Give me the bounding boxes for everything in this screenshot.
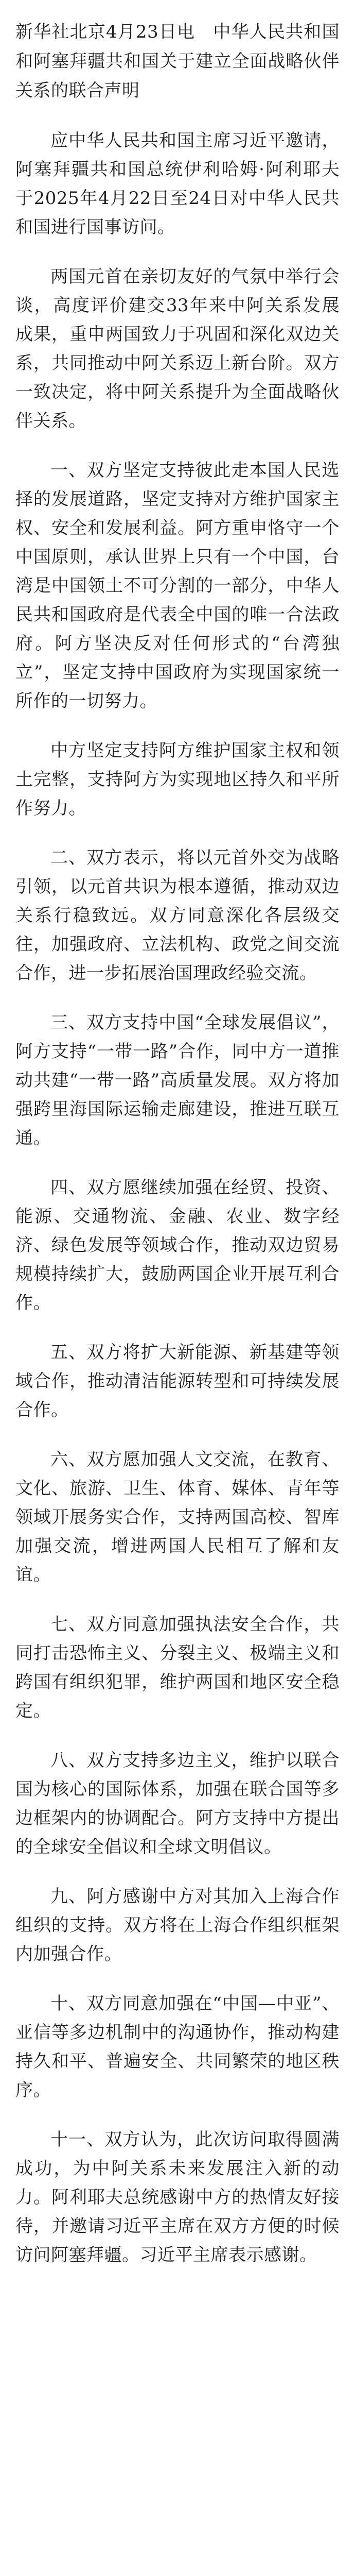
article-paragraph: 九、阿方感谢中方对其加入上海合作组织的支持。双方将在上海合作组织框架内加强合作。 [15,1886,340,1964]
article-paragraph: 四、双方愿继续加强在经贸、投资、能源、交通物流、金融、农业、数字经济、绿色发展等领域合作，推动双边贸易规模持续扩大，鼓励两国企业开展互利合作。 [15,1177,340,1313]
article-paragraph: 两国元首在亲切友好的气氛中举行会谈，高度评价建交33年来中阿关系发展成果，重申两国致力于巩固和深化双边关系，共同推动中阿关系迈上新台阶。双方一致决定，将中阿关系提升为全面战略伙伴关系。 [15,266,340,431]
article-paragraph: 十、双方同意加强在“中国—中亚”、亚信等多边机制中的沟通协作，推动构建持久和平、普遍安全、共同繁荣的地区秩序。 [15,1993,340,2100]
article-paragraph: 七、双方同意加强执法安全合作，共同打击恐怖主义、分裂主义、极端主义和跨国有组织犯罪，维护两国和地区安全稳定。 [15,1614,340,1721]
article-paragraph: 三、双方支持中国“全球发展倡议”，阿方支持“一带一路”合作，同中方一道推动共建“一带一路”高质量发展。双方将加强跨里海国际运输走廊建设，推进互联互通。 [15,1012,340,1148]
article-paragraph: 应中华人民共和国主席习近平邀请，阿塞拜疆共和国总统伊利哈姆·阿利耶夫于2025年4月22日至24日对中华人民共和国进行国事访问。 [15,130,340,238]
article-paragraph: 中方坚定支持阿方维护国家主权和领土完整，支持阿方为实现地区持久和平所作努力。 [15,740,340,819]
article-paragraph: 十一、双方认为，此次访问取得圆满成功，为中阿关系未来发展注入新的动力。阿利耶夫总统感谢中方的热情友好接待，并邀请习近平主席在双方方便的时候访问阿塞拜疆。习近平主席表示感谢。 [15,2129,340,2265]
article-paragraph: 一、双方坚定支持彼此走本国人民选择的发展道路，坚定支持对方维护国家主权、安全和发展利益。阿方重申恪守一个中国原则，承认世界上只有一个中国，台湾是中国领土不可分割的一部分，中华人民共和国政府是代表全中国的唯一合法政府。阿方坚决反对任何形式的“台湾独立”，坚定支持中国政府为实现国家统一所作的一切努力。 [15,460,340,711]
article-paragraph: 八、双方支持多边主义，维护以联合国为核心的国际体系，加强在联合国等多边框架内的协调配合。阿方支持中方提出的全球安全倡议和全球文明倡议。 [15,1750,340,1857]
article-paragraph: 五、双方将扩大新能源、新基建等领域合作，推动清洁能源转型和可持续发展合作。 [15,1342,340,1420]
article-body [15,126,340,2269]
article-dateline: 新华社北京4月23日电 中华人民共和国和阿塞拜疆共和国关于建立全面战略伙伴关系的联合声明 [15,22,340,101]
article-paragraph: 六、双方愿加强人文交流，在教育、文化、旅游、卫生、体育、媒体、青年等领域开展务实合作，支持两国高校、智库加强交流，增进两国人民相互了解和友谊。 [15,1449,340,1585]
article-paragraph: 二、双方表示，将以元首外交为战略引领，以元首共识为根本遵循，推动双边关系行稳致远。双方同意深化各层级交往，加强政府、立法机构、政党之间交流合作，进一步拓展治国理政经验交流。 [15,848,340,984]
